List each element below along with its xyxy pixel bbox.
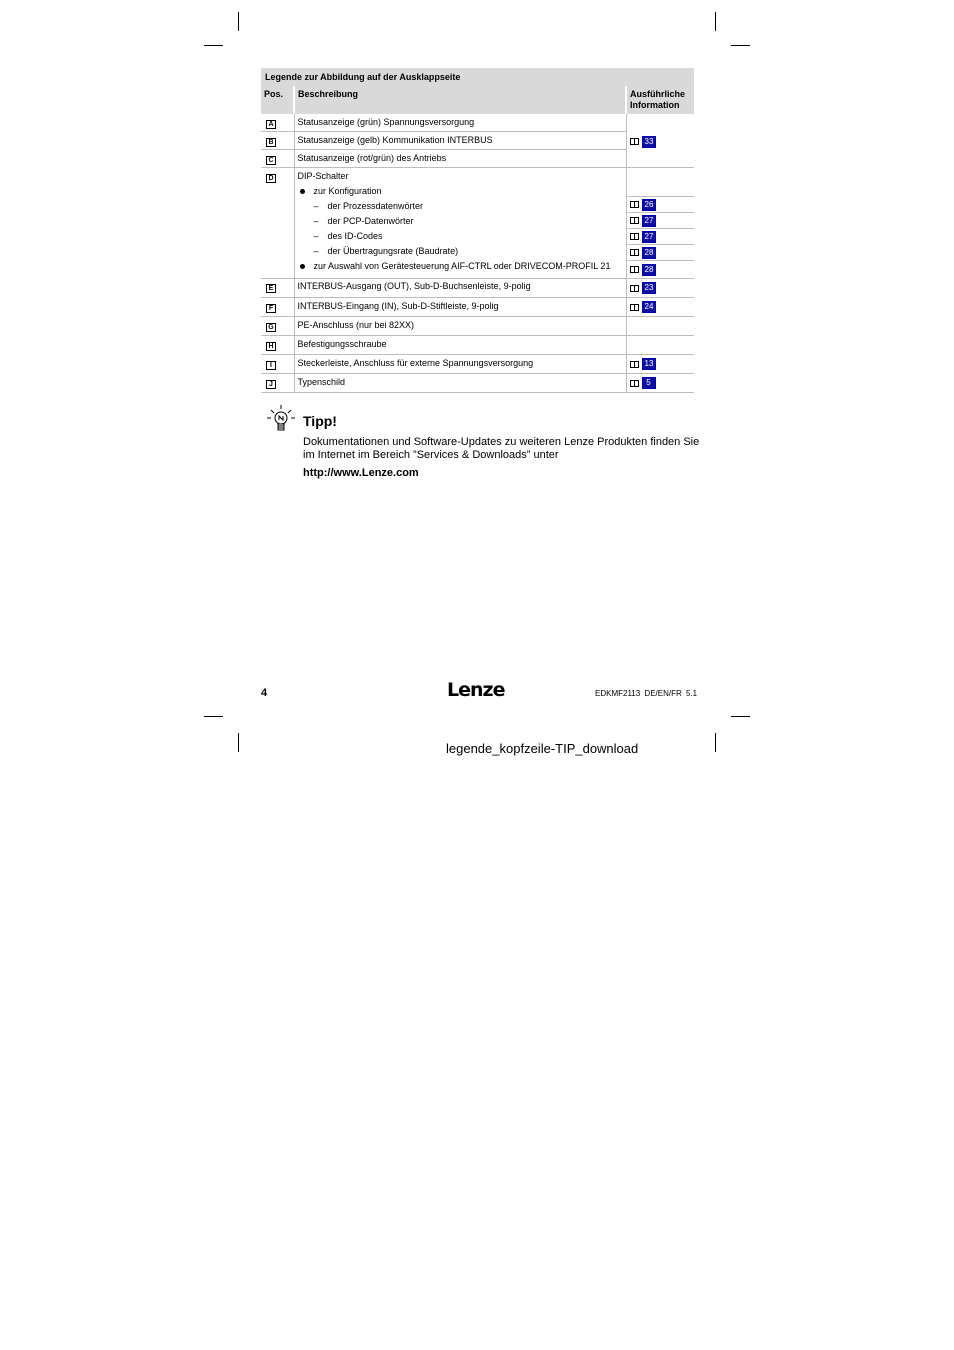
pos-label: B [266, 138, 276, 147]
crop-mark [731, 716, 750, 717]
table-row [261, 168, 694, 279]
row-description: INTERBUS-Eingang (IN), Sub-D-Stiftleiste, 9-polig [294, 298, 626, 317]
page-reference[interactable] [630, 136, 657, 148]
legend-title: Legende zur Abbildung auf der Ausklappseite [261, 68, 694, 86]
book-icon [630, 380, 639, 387]
crop-mark [204, 45, 223, 46]
legend-header-row [261, 86, 694, 114]
page-link[interactable]: 5 [642, 377, 656, 389]
book-icon [630, 138, 639, 145]
list-item: – des ID-Codes [313, 231, 383, 241]
crop-mark [715, 733, 716, 752]
row-description: Statusanzeige (gelb) Kommunikation INTERBUS [294, 132, 626, 150]
page-link[interactable]: 27 [642, 215, 657, 227]
pos-label: G [266, 323, 276, 332]
tip-title: Tipp! [303, 413, 337, 429]
page-link[interactable]: 13 [642, 358, 657, 370]
table-row [261, 317, 694, 336]
page-link[interactable]: 28 [642, 264, 657, 276]
document-code: EDKMF2113 DE/EN/FR 5.1 [595, 689, 698, 698]
crop-mark [204, 716, 223, 717]
page-reference[interactable] [630, 282, 657, 294]
crop-mark [731, 45, 750, 46]
book-icon [630, 304, 639, 311]
page-link[interactable]: 23 [642, 282, 657, 294]
book-icon [630, 233, 639, 240]
file-label: legende_kopfzeile-TIP_download [446, 741, 639, 756]
bullet-icon [300, 264, 305, 269]
row-description: INTERBUS-Ausgang (OUT), Sub-D-Buchsenleiste, 9-polig [294, 279, 626, 298]
crop-mark [715, 12, 716, 31]
page-reference[interactable] [630, 358, 657, 370]
lenze-logo: Lenze [447, 679, 505, 701]
tip-url-link[interactable]: http://www.Lenze.com [303, 467, 419, 479]
row-description: Steckerleiste, Anschluss für externe Spannungsversorgung [294, 355, 626, 374]
list-item: – der Prozessdatenwörter [313, 201, 424, 211]
crop-mark [238, 12, 239, 31]
page-reference[interactable] [627, 264, 657, 276]
page-reference[interactable] [627, 247, 657, 259]
legend-table [261, 68, 694, 393]
row-description: PE-Anschluss (nur bei 82XX) [294, 317, 626, 336]
table-row [261, 336, 694, 355]
book-icon [630, 249, 639, 256]
legend-title-row [261, 68, 694, 86]
row-description: Statusanzeige (grün) Spannungsversorgung [294, 114, 626, 132]
row-description: Typenschild [294, 374, 626, 393]
lightbulb-icon [266, 404, 296, 434]
book-icon [630, 361, 639, 368]
header-description: Beschreibung [294, 86, 626, 114]
row-description: DIP-Schalter [297, 171, 349, 181]
pos-label: F [266, 304, 276, 313]
list-item: zur Auswahl von Gerätesteuerung AIF-CTRL oder DRIVECOM-PROFIL 21 [298, 259, 623, 274]
pos-label: C [266, 156, 276, 165]
list-item: – der Übertragungsrate (Baudrate) [313, 246, 459, 256]
page-reference[interactable] [627, 199, 657, 211]
page-number: 4 [261, 687, 268, 699]
table-row [261, 355, 694, 374]
pos-label: H [266, 342, 276, 351]
pos-label: I [266, 361, 276, 370]
book-icon [630, 201, 639, 208]
table-row [261, 374, 694, 393]
book-icon [630, 217, 639, 224]
row-description: Befestigungsschraube [294, 336, 626, 355]
page-link[interactable]: 26 [642, 199, 657, 211]
header-pos: Pos. [261, 86, 294, 114]
table-row [261, 114, 694, 132]
table-row [261, 279, 694, 298]
list-item: – der PCP-Datenwörter [313, 216, 414, 226]
page-link[interactable]: 33 [642, 136, 657, 148]
table-row [261, 298, 694, 317]
list-item: zur Konfiguration [298, 184, 623, 199]
book-icon [630, 266, 639, 273]
tip-text: Dokumentationen und Software-Updates zu weiteren Lenze Produkten finden Sie im Internet im Bereich ”Services & Downloads” unter [303, 436, 700, 461]
pos-label: E [266, 284, 276, 293]
row-description: Statusanzeige (rot/grün) des Antriebs [294, 150, 626, 168]
pos-label: A [266, 120, 276, 129]
crop-mark [238, 733, 239, 752]
page-link[interactable]: 28 [642, 247, 657, 259]
bullet-icon [300, 189, 305, 194]
book-icon [630, 285, 639, 292]
page-reference[interactable] [630, 377, 656, 389]
page-link[interactable]: 24 [642, 301, 657, 313]
page-reference[interactable] [627, 231, 657, 243]
page-link[interactable]: 27 [642, 231, 657, 243]
pos-label: J [266, 380, 276, 389]
pos-label: D [266, 174, 276, 183]
page-reference[interactable] [630, 301, 657, 313]
page-reference[interactable] [627, 215, 657, 227]
header-info: Ausführliche Information [626, 86, 694, 114]
